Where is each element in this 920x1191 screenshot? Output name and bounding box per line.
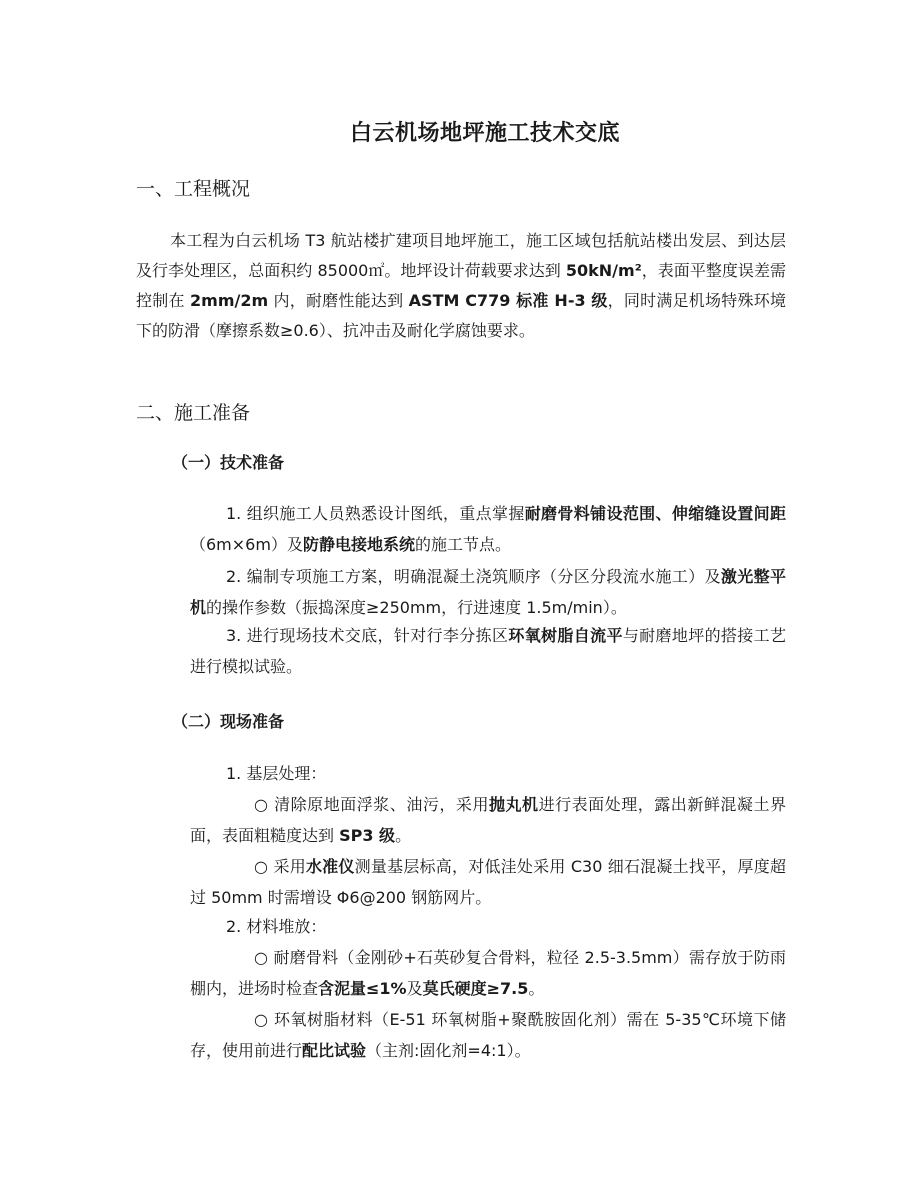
base-treatment-bullet-2: ○ 采用水准仪测量基层标高，对低洼处采用 C30 细石混凝土找平，厚度超过 50mm 时需增设 Φ6@200 钢筋网片。 <box>190 857 786 907</box>
material-storage-bullet-1: ○ 耐磨骨料（金刚砂+石英砂复合骨料，粒径 2.5-3.5mm）需存放于防雨棚内，进场时检查含泥量≤1%及莫氏硬度≥7.5。 <box>190 948 786 998</box>
subsection-heading-site: （二）现场准备 <box>172 712 285 731</box>
subsection-heading-technical: （一）技术准备 <box>172 453 285 472</box>
base-treatment-bullet-1: ○ 清除原地面浮浆、油污，采用抛丸机进行表面处理，露出新鲜混凝土界面，表面粗糙度达到 SP3 级。 <box>190 795 786 845</box>
section-heading-overview: 一、工程概况 <box>136 178 251 200</box>
technical-item-2: 2. 编制专项施工方案，明确混凝土浇筑顺序（分区分段流水施工）及激光整平机的操作参数（振捣深度≥250mm，行进速度 1.5m/min）。 <box>190 567 786 617</box>
material-storage-label: 2. 材料堆放： <box>226 917 327 936</box>
overview-paragraph: 本工程为白云机场 T3 航站楼扩建项目地坪施工，施工区域包括航站楼出发层、到达层及行李处理区，总面积约 85000㎡。地坪设计荷载要求达到 50kN/m²，表面平整度误差需控制在 2mm/2m 内，耐磨性能达到 ASTM C779 标准 H-3 级，同时满足机场特殊环境下的防滑（摩擦系数≥0.6）、抗冲击及耐化学腐蚀要求。 <box>136 231 786 340</box>
material-storage-bullet-2: ○ 环氧树脂材料（E-51 环氧树脂+聚酰胺固化剂）需在 5-35℃环境下储存，使用前进行配比试验（主剂:固化剂=4:1）。 <box>190 1010 786 1060</box>
technical-item-3: 3. 进行现场技术交底，针对行李分拣区环氧树脂自流平与耐磨地坪的搭接工艺进行模拟试验。 <box>190 626 786 676</box>
document-title: 白云机场地坪施工技术交底 <box>349 121 620 146</box>
base-treatment-label: 1. 基层处理： <box>226 764 327 783</box>
technical-item-1: 1. 组织施工人员熟悉设计图纸，重点掌握耐磨骨料铺设范围、伸缩缝设置间距（6m×6m）及防静电接地系统的施工节点。 <box>190 504 786 554</box>
section-heading-preparation: 二、施工准备 <box>136 402 251 424</box>
